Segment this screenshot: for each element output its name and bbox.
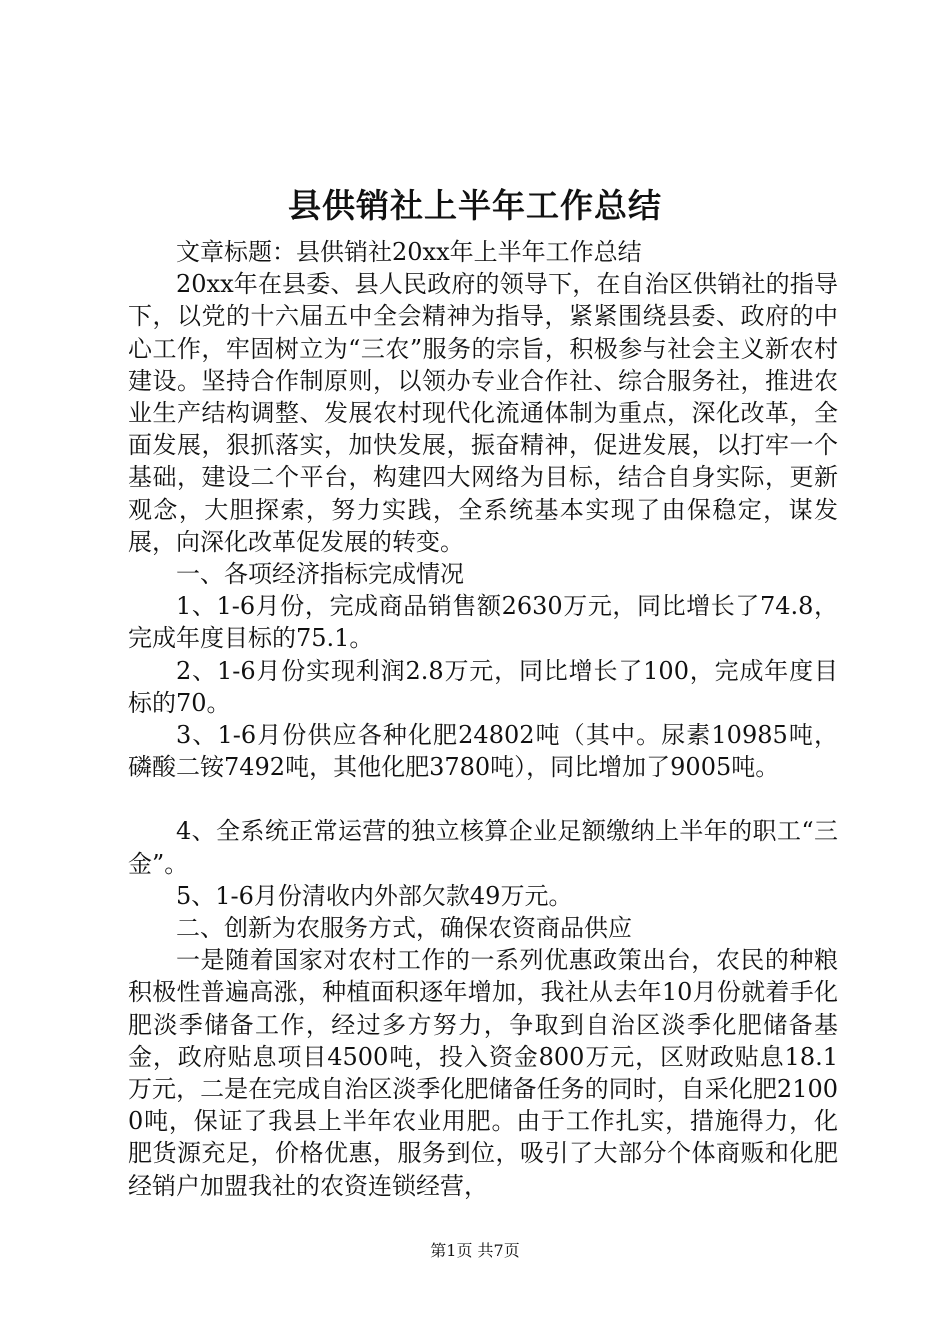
page-footer: 第1页 共7页 (430, 1241, 520, 1260)
indicator-item-1: 1、1-6月份，完成商品销售额2630万元，同比增长了74.8，完成年度目标的75.1。 (128, 592, 838, 653)
section-heading-1: 一、各项经济指标完成情况 (176, 560, 464, 589)
intro-paragraph: 20xx年在县委、县人民政府的领导下，在自治区供销社的指导下，以党的十六届五中全会精神为指导，紧紧围绕县委、政府的中心工作，牢固树立为“三农”服务的宗旨，积极参与社会主义新农村建设。坚持合作制原则，以领办专业合作社、综合服务社，推进农业生产结构调整、发展农村现代化流通体制为重点，深化改革，全面发展，狠抓落实，加快发展，振奋精神，促进发展，以打牢一个基础，建设二个平台，构建四大网络为目标，结合自身实际，更新观念，大胆探索，努力实践，全系统基本实现了由保稳定，谋发展，向深化改革促发展的转变。 (128, 270, 838, 556)
indicator-item-5: 5、1-6月份清收内外部欠款49万元。 (176, 881, 573, 910)
indicator-item-3: 3、1-6月份供应各种化肥24802吨（其中。尿素10985吨，磷酸二铵7492吨，其他化肥3780吨），同比增加了9005吨。 (128, 721, 838, 782)
service-paragraph: 一是随着国家对农村工作的一系列优惠政策出台，农民的种粮积极性普遍高涨，种植面积逐年增加，我社从去年10月份就着手化肥淡季储备工作，经过多方努力，争取到自治区淡季化肥储备基金，政府贴息项目4500吨，投入资金800万元，区财政贴息18.1万元，二是在完成自治区淡季化肥储备任务的同时，自采化肥21000吨，保证了我县上半年农业用肥。由于工作扎实，措施得力，化肥货源充足，价格优惠，服务到位，吸引了大部分个体商贩和化肥经销户加盟我社的农资连锁经营， (128, 946, 838, 1200)
indicator-item-2: 2、1-6月份实现利润2.8万元，同比增长了100，完成年度目标的70。 (128, 656, 838, 717)
article-title-line: 文章标题：县供销社20xx年上半年工作总结 (176, 238, 642, 266)
indicator-item-4: 4、全系统正常运营的独立核算企业足额缴纳上半年的职工“三金”。 (128, 817, 838, 878)
document-body (128, 236, 838, 1202)
document-title: 县供销社上半年工作总结 (288, 186, 662, 225)
section-heading-2: 二、创新为农服务方式，确保农资商品供应 (176, 914, 632, 943)
